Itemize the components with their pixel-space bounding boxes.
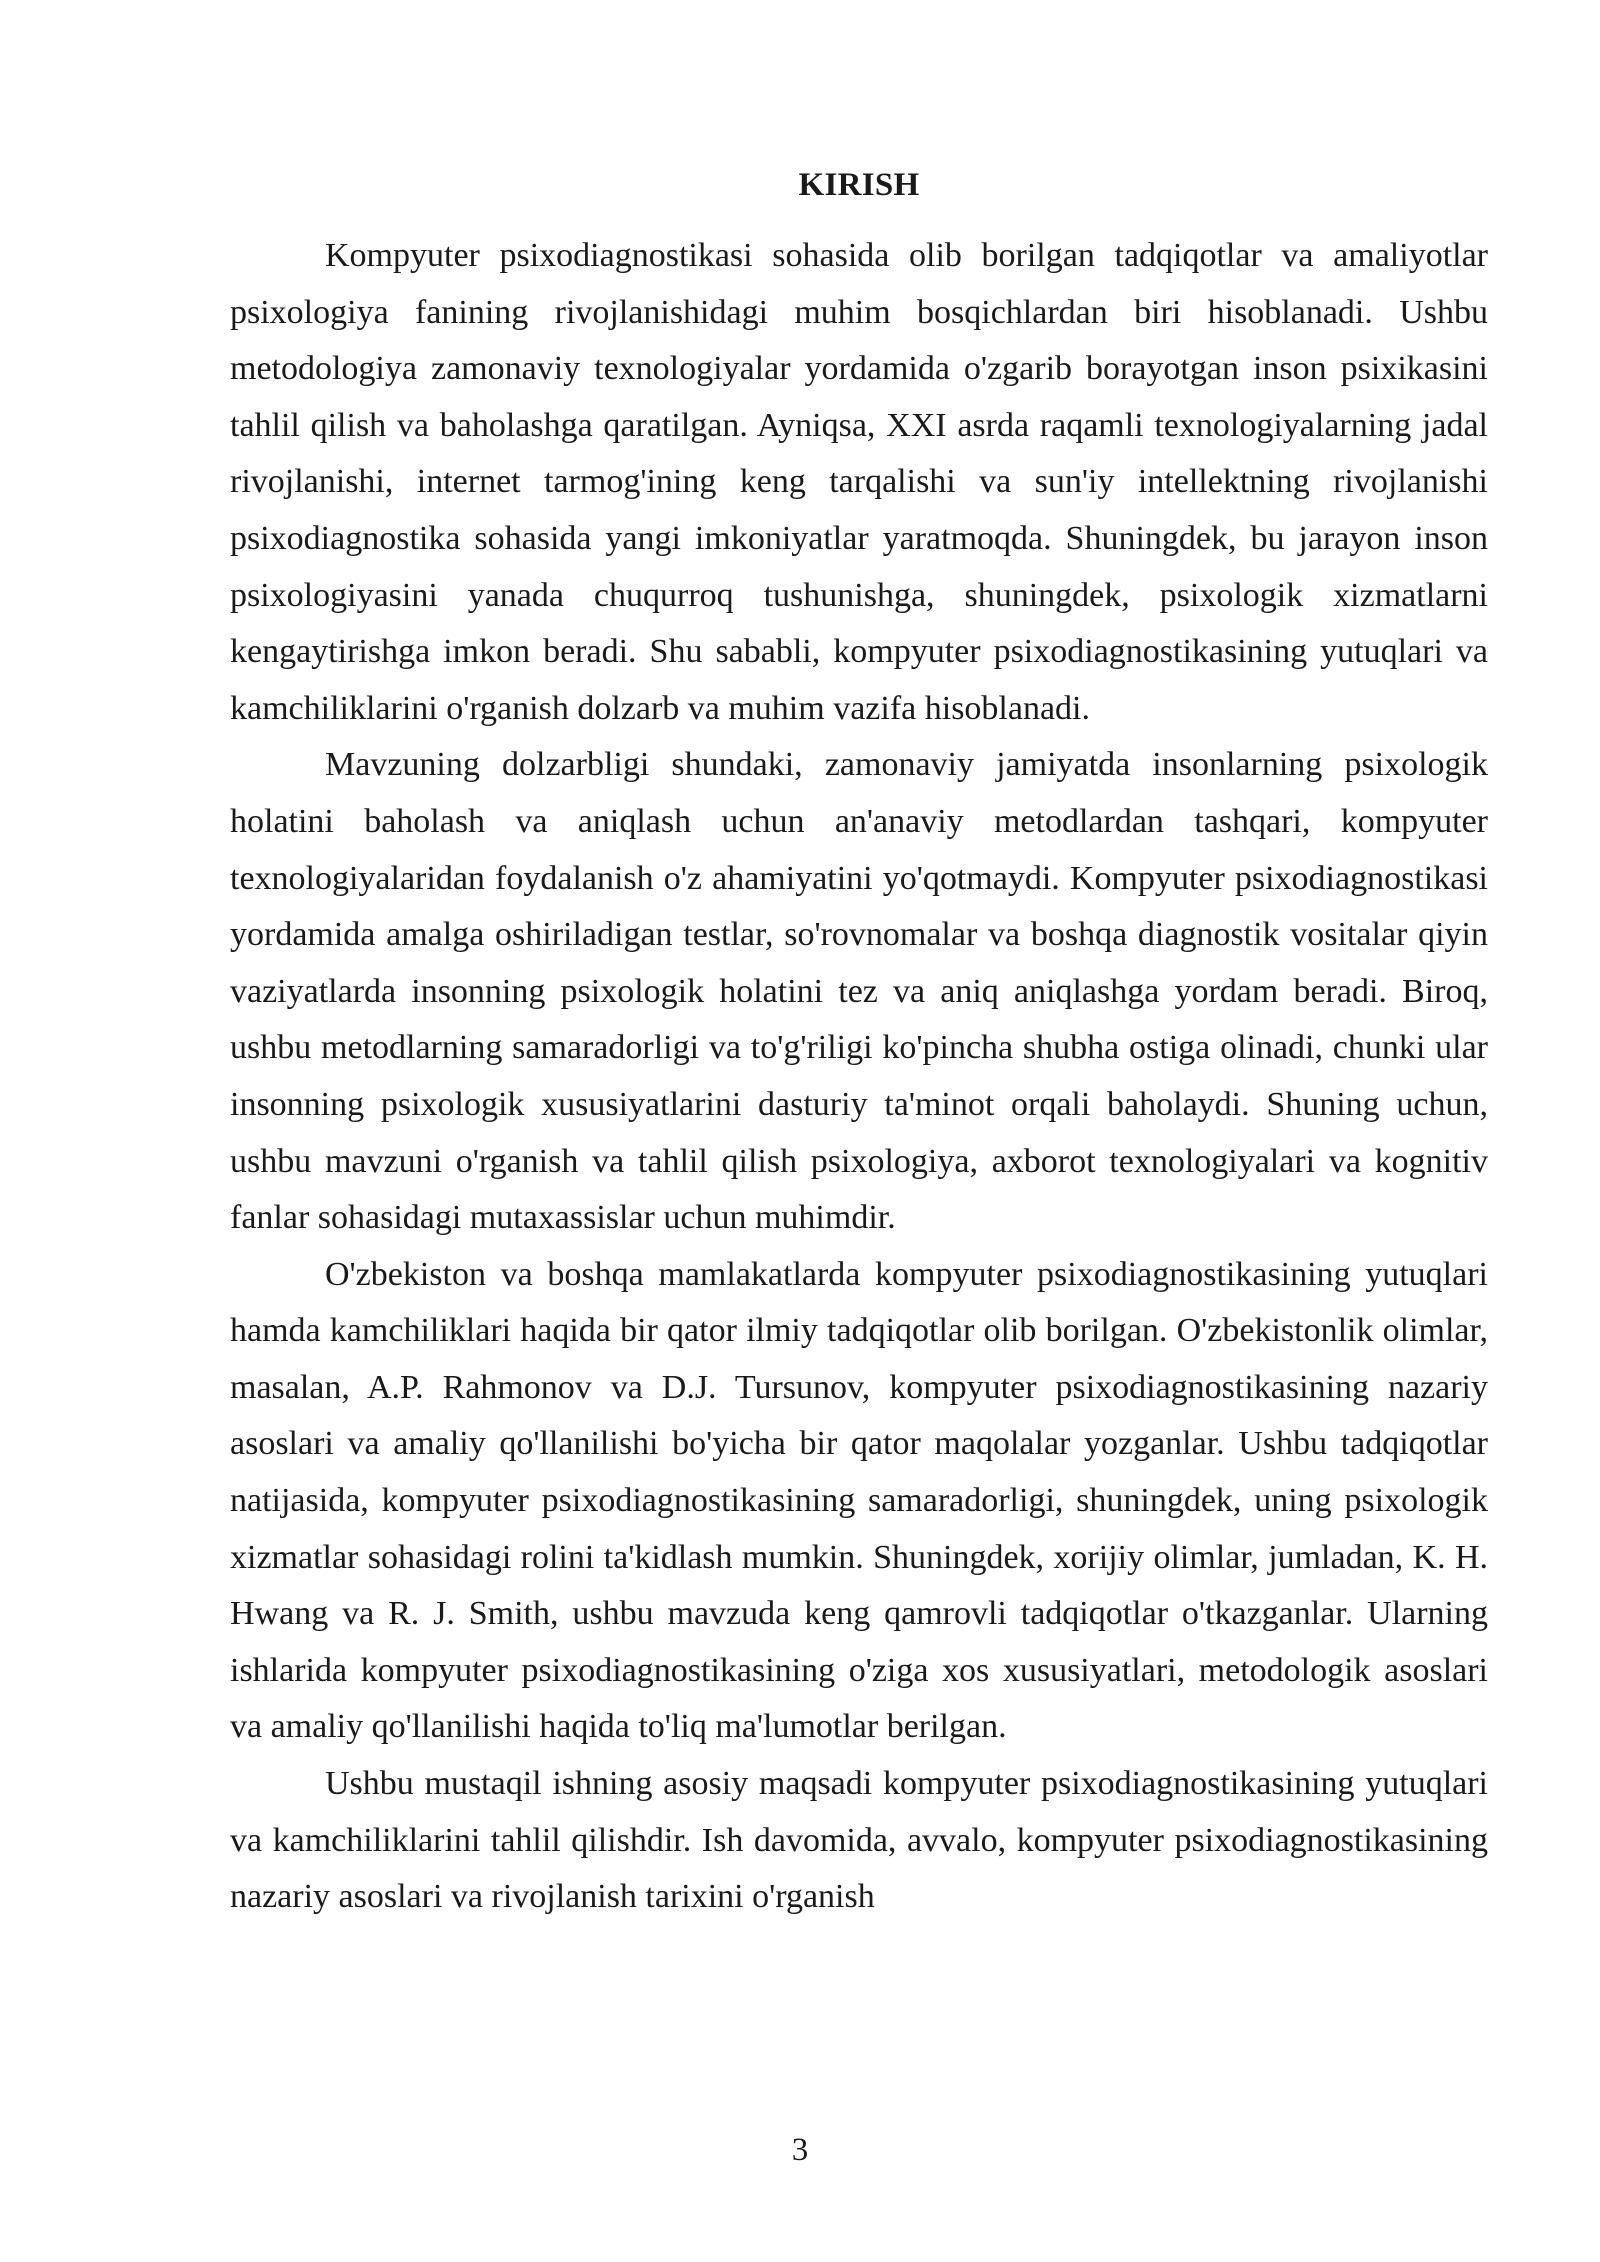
paragraph-4: Ushbu mustaqil ishning asosiy maqsadi kompyuter psixodiagnostikasining yutuqlari va kamchiliklarini tahlil qilishdir. Ish davomida, avvalo, kompyuter psixodiagnostikasining nazariy asoslari va rivojlanish tarixini o'rganish [230, 1765, 1488, 1916]
document-page [230, 162, 1488, 1926]
paragraph-1: Kompyuter psixodiagnostikasi sohasida olib borilgan tadqiqotlar va amaliyotlar psixologiya fanining rivojlanishidagi muhim bosqichlardan biri hisoblanadi. Ushbu metodologiya zamonaviy texnologiyalar yordamida o'zgarib borayotgan inson psixikasini tahlil qilish va baholashga qaratilgan. Ayniqsa, XXI asrda raqamli texnologiyalarning jadal rivojlanishi, internet tarmog'ining keng tarqalishi va sun'iy intellektning rivojlanishi psixodiagnostika sohasida yangi imkoniyatlar yaratmoqda. Shuningdek, bu jarayon inson psixologiyasini yanada chuqurroq tushunishga, shuningdek, psixologik xizmatlarni kengaytirishga imkon beradi. Shu sababli, kompyuter psixodiagnostikasining yutuqlari va kamchiliklarini o'rganish dolzarb va muhim vazifa hisoblanadi. [230, 237, 1488, 727]
paragraph-3: O'zbekiston va boshqa mamlakatlarda kompyuter psixodiagnostikasining yutuqlari hamda kamchiliklari haqida bir qator ilmiy tadqiqotlar olib borilgan. O'zbekistonlik olimlar, masalan, A.P. Rahmonov va D.J. Tursunov, kompyuter psixodiagnostikasining nazariy asoslari va amaliy qo'llanilishi bo'yicha bir qator maqolalar yozganlar. Ushbu tadqiqotlar natijasida, kompyuter psixodiagnostikasining samaradorligi, shuningdek, uning psixologik xizmatlar sohasidagi rolini ta'kidlash mumkin. Shuningdek, xorijiy olimlar, jumladan, K. H. Hwang va R. J. Smith, ushbu mavzuda keng qamrovli tadqiqotlar o'tkazganlar. Ularning ishlarida kompyuter psixodiagnostikasining o'ziga xos xususiyatlari, metodologik asoslari va amaliy qo'llanilishi haqida to'liq ma'lumotlar berilgan. [230, 1255, 1488, 1746]
paragraph-2: Mavzuning dolzarbligi shundaki, zamonaviy jamiyatda insonlarning psixologik holatini baholash va aniqlash uchun an'anaviy metodlardan tashqari, kompyuter texnologiyalaridan foydalanish o'z ahamiyatini yo'qotmaydi. Kompyuter psixodiagnostikasi yordamida amalga oshiriladigan testlar, so'rovnomalar va boshqa diagnostik vositalar qiyin vaziyatlarda insonning psixologik holatini tez va aniq aniqlashga yordam beradi. Biroq, ushbu metodlarning samaradorligi va to'g'riligi ko'pincha shubha ostiga olinadi, chunki ular insonning psixologik xususiyatlarini dasturiy ta'minot orqali baholaydi. Shuning uchun, ushbu mavzuni o'rganish va tahlil qilish psixologiya, axborot texnologiyalari va kognitiv fanlar sohasidagi mutaxassislar uchun muhimdir. [230, 746, 1488, 1237]
section-heading: KIRISH [798, 167, 920, 203]
page-number: 3 [791, 2132, 809, 2168]
